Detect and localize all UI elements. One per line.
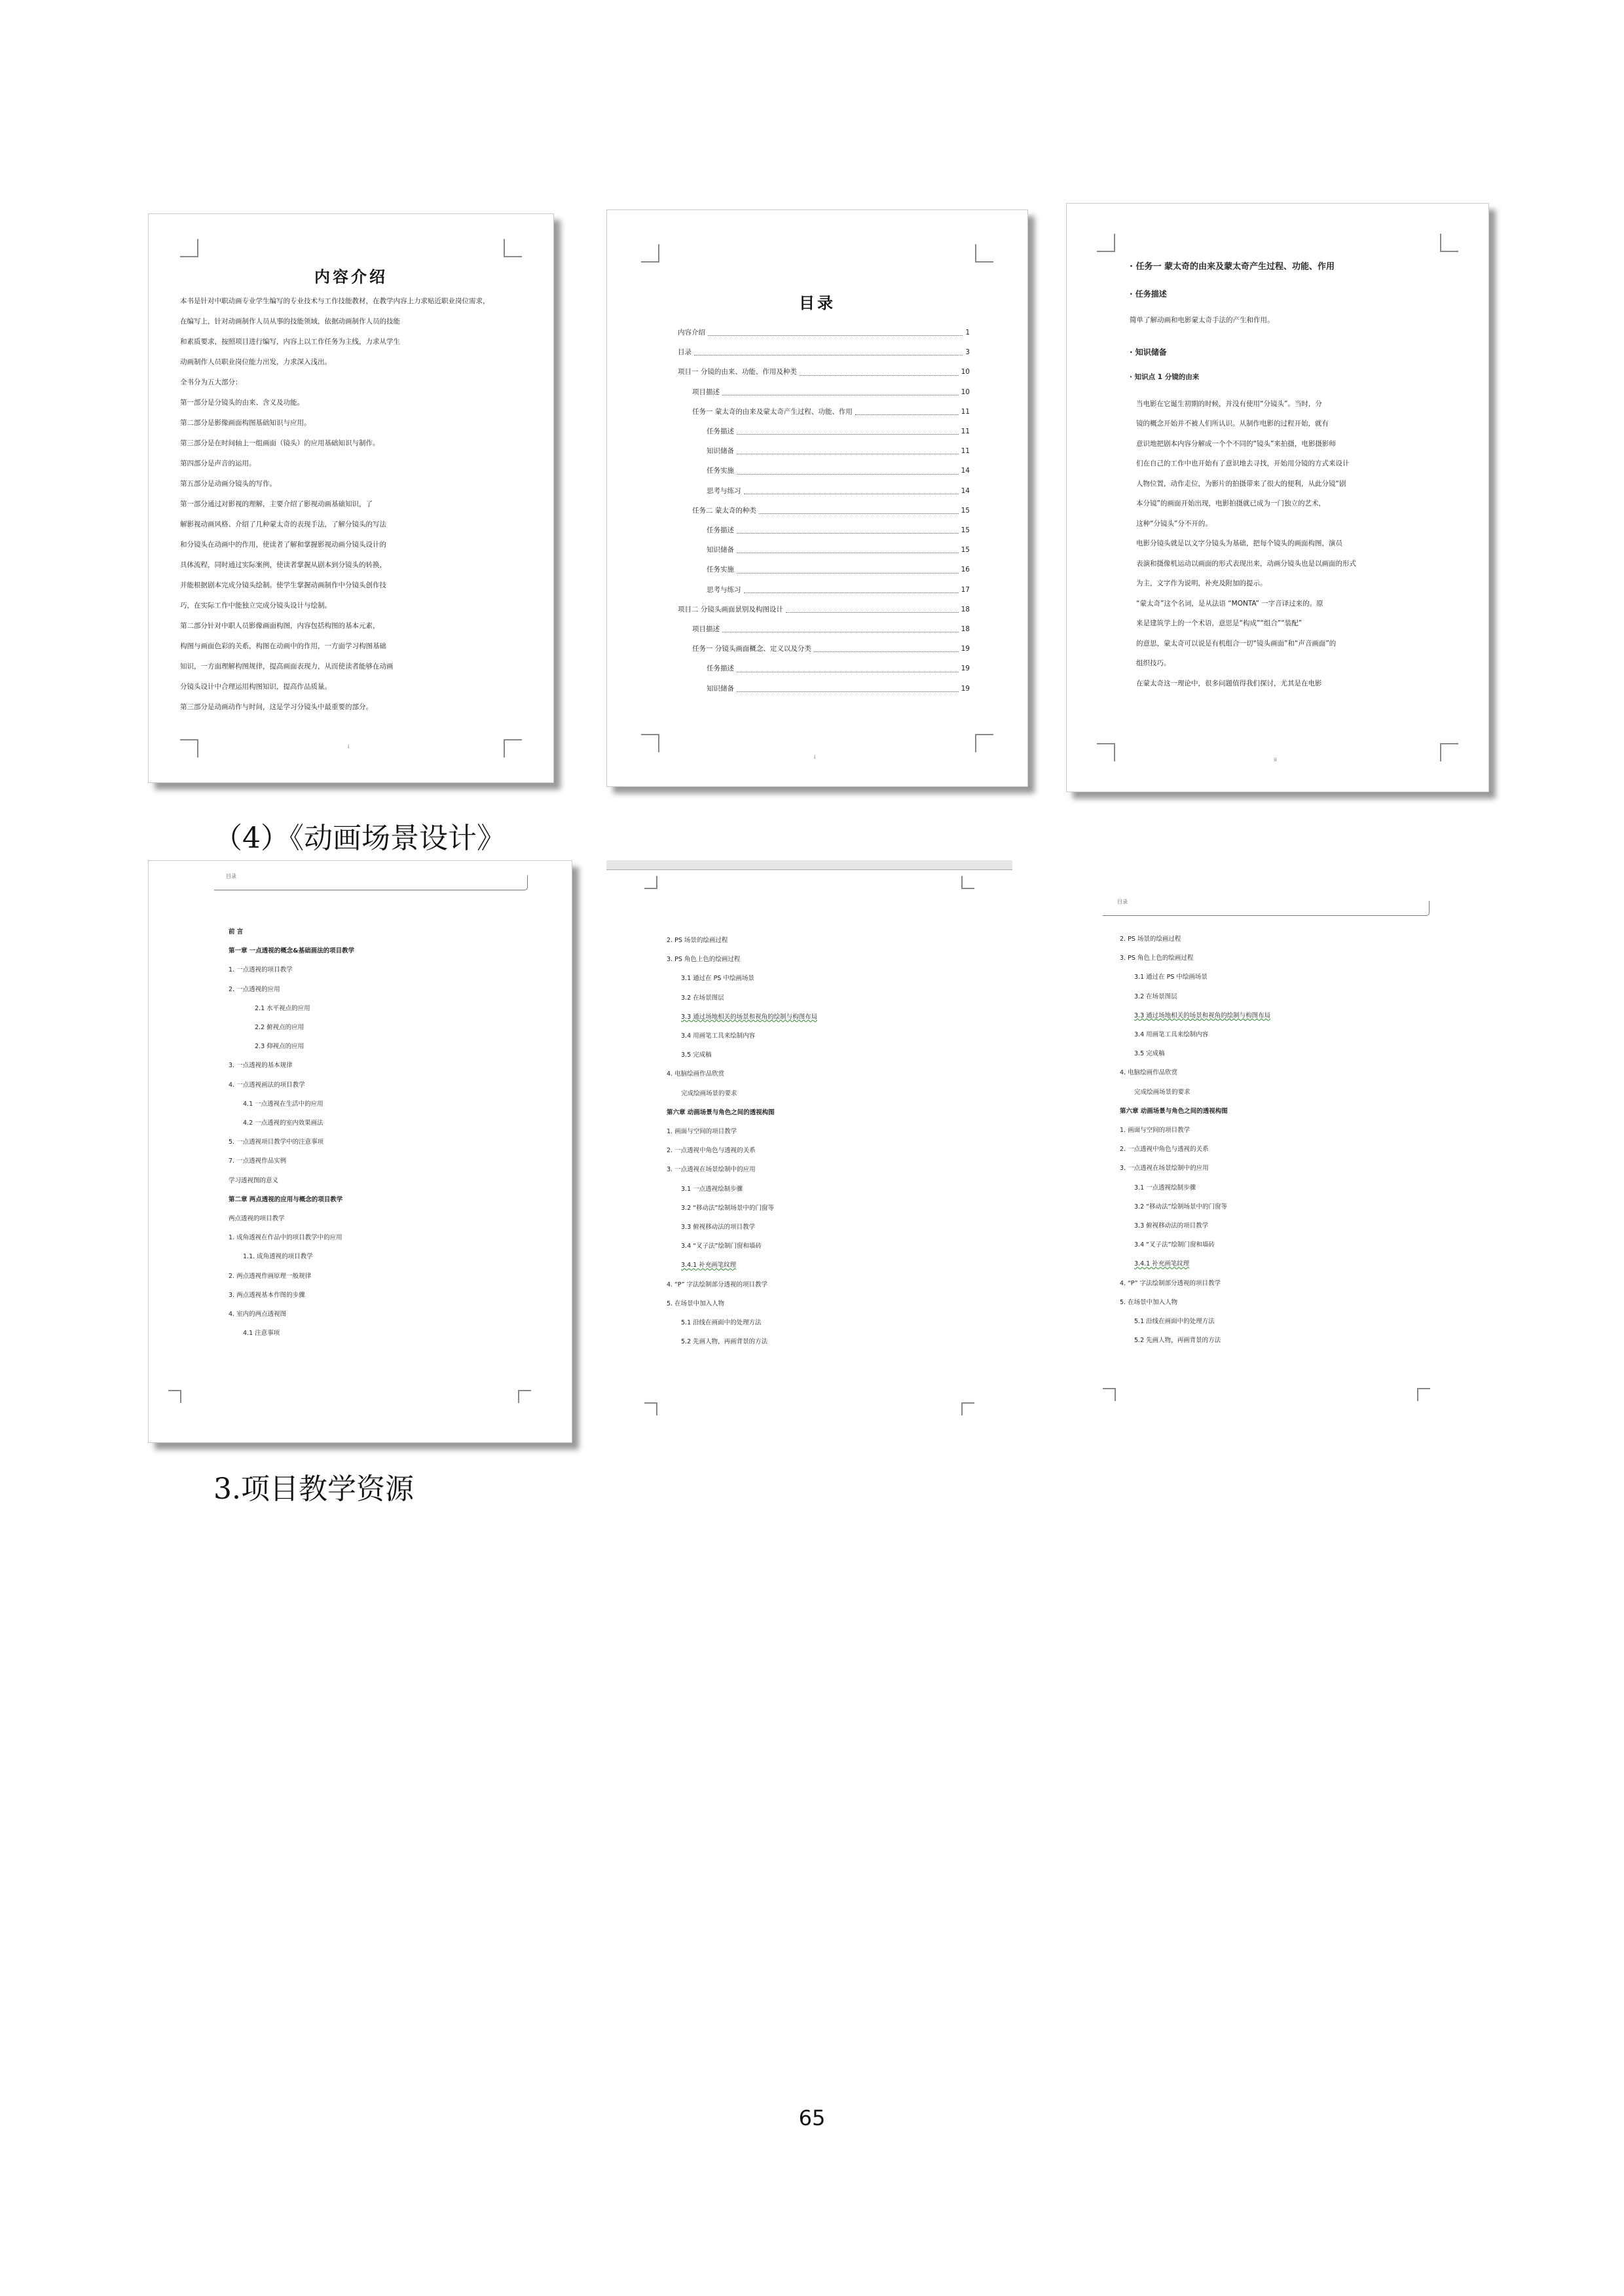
crop-mark: [644, 1402, 657, 1415]
outline-entry: 5. 在场景中加入人物: [667, 1300, 725, 1307]
toc-entry: [678, 639, 970, 659]
task-line: 当电影在它诞生初期的时候，并没有使用“分镜头”。当时，分: [1136, 399, 1322, 408]
toc-title: 目录: [799, 294, 836, 312]
toc-entry-title: 项目描述: [692, 625, 720, 634]
toc-list: [678, 323, 970, 699]
crop-mark: [1103, 1388, 1116, 1401]
intro-line: 第一部分是分镜头的由来、含义及功能。: [180, 399, 304, 407]
intro-body: [180, 291, 521, 718]
outline-entry: 3.4 用画笔工具来绘制内容: [1134, 1031, 1209, 1039]
outline-entry: 3. 一点透视在场景绘制中的应用: [1120, 1165, 1209, 1173]
toc-entry-title: 项目一 分镜的由来、功能、作用及种类: [678, 368, 797, 376]
toc-leader: [694, 342, 963, 355]
outline-entry: 2. 一点透视中角色与透视的关系: [1120, 1146, 1209, 1154]
task-line: 为主，文字作为说明，补充及附加的提示。: [1136, 579, 1267, 587]
outline-entry: 4. 电脑绘画作品欣赏: [667, 1070, 725, 1078]
toc-leader: [737, 461, 959, 474]
toc-leader: [800, 362, 959, 375]
task-line: “蒙太奇”这个名词，是从法语 “MONTA” 一字音译过来的。原: [1136, 599, 1323, 608]
outline-entry: 4. 一点透视画法的项目教学: [229, 1081, 305, 1089]
task-body: [1130, 394, 1470, 694]
page-number: 65: [798, 2105, 826, 2130]
outline-entry: 4.2 一点透视的室内效果画法: [243, 1120, 323, 1127]
intro-line: 解影视动画风格、介绍了几种蒙太奇的表现手法，了解分镜头的写法: [180, 520, 386, 528]
crop-mark: [641, 244, 659, 263]
toc-leader: [722, 619, 959, 632]
task-line: 这种“分镜头”分不开的。: [1136, 519, 1212, 528]
toc-entry-page: 19: [961, 665, 970, 673]
ruler: [606, 860, 1012, 870]
thumbnail-table-of-contents: [606, 210, 1028, 787]
outline-entry: 3.2 在场景图层: [1134, 993, 1177, 1000]
outline-entry: 4. “P” 字法绘制部分透视的项目教学: [667, 1281, 768, 1288]
toc-entry-title: 任务描述: [707, 428, 734, 436]
outline-entry: 3.5 完成稿: [681, 1051, 712, 1059]
crop-mark: [1440, 743, 1458, 761]
toc-entry-page: 18: [961, 625, 970, 634]
crop-mark: [504, 239, 522, 257]
toc-entry: [678, 520, 970, 540]
header-line: [214, 875, 528, 890]
toc-leader: [737, 679, 959, 692]
crop-mark: [1097, 743, 1115, 761]
outline-entry: 2. PS 场景的绘画过程: [1120, 936, 1181, 943]
outline-list: [667, 931, 817, 1351]
outline-entry: 3.1 通过在 PS 中绘画场景: [1134, 974, 1208, 981]
outline-entry: 2.2 俯视点的应用: [255, 1024, 304, 1032]
task-line: 们在自己的工作中也开始有了意识地去寻找，开始用分镜的方式来设计: [1136, 460, 1350, 467]
toc-leader: [737, 560, 959, 573]
outline-entry: 3.2 “移动法”绘制场景中的门窗等: [681, 1204, 774, 1212]
outline-entry: 1. 画面与空间的项目教学: [667, 1128, 737, 1136]
toc-entry-title: 任务实施: [707, 566, 734, 574]
intro-line: 和分镜头在动画中的作用，使读者了解和掌握影视动画分镜头设计的: [180, 541, 386, 549]
task-line: 的意思，蒙太奇可以说是有机组合一切“镜头画面”和“声音画面”的: [1136, 639, 1337, 647]
toc-entry-page: 11: [961, 428, 970, 436]
task-line: 意识地把剧本内容分解成一个个不同的“镜头”来拍摄，电影摄影师: [1136, 439, 1336, 448]
crop-mark: [975, 734, 993, 752]
task-sub1-text: 简单了解动画和电影蒙太奇手法的产生和作用。: [1130, 316, 1274, 324]
toc-leader: [722, 382, 959, 395]
toc-entry-title: 任务二 蒙太奇的种类: [692, 506, 756, 515]
toc-leader: [737, 441, 959, 454]
outline-entry: 3. PS 角色上色的绘画过程: [667, 956, 741, 964]
outline-entry: 前 言: [229, 928, 244, 936]
crop-mark: [1440, 234, 1458, 252]
task-line: 人物位置，动作走位，为影片的拍摄带来了很大的便利，从此分镜“剧: [1136, 479, 1346, 488]
crop-mark: [961, 876, 974, 889]
task-heading: 任务一 蒙太奇的由来及蒙太奇产生过程、功能、作用: [1135, 262, 1335, 272]
outline-entry: 2. PS 场景的绘画过程: [667, 937, 728, 944]
crop-mark: [168, 1390, 181, 1403]
outline-entry: 完成绘画场景的要求: [1134, 1088, 1190, 1096]
outline-entry: 3. 两点透视基本作图的步骤: [229, 1291, 305, 1299]
task-line: 电影分镜头就是以文字分镜头为基础，把每个镜头的画面构图，演员: [1136, 539, 1342, 547]
toc-entry-page: 15: [961, 546, 970, 555]
outline-entry: 5. 在场景中加入人物: [1120, 1298, 1178, 1306]
toc-entry-title: 任务描述: [707, 665, 734, 673]
outline-entry: 3.1 通过在 PS 中绘画场景: [681, 975, 754, 983]
toc-entry-title: 目录: [678, 348, 692, 357]
toc-entry: [678, 560, 970, 579]
outline-entry: 2. 两点透视作画原理一般规律: [229, 1272, 312, 1280]
toc-entry-page: 15: [961, 526, 970, 535]
crop-mark: [1097, 234, 1115, 252]
toc-leader: [786, 600, 959, 613]
intro-line: 在编写上，针对动画制作人员从事的技能领域，依据动画制作人员的技能: [180, 318, 400, 325]
outline-entry: 3.4 “叉子法”绘制门窗和墙砖: [1134, 1241, 1215, 1249]
outline-entry: 3. 一点透视在场景绘制中的应用: [667, 1166, 756, 1174]
intro-line: 本书是针对中职动画专业学生编写的专业技术与工作技能教材，在教学内容上力求贴近职业岗位需求，: [180, 297, 490, 305]
toc-entry-title: 思考与练习: [707, 585, 741, 594]
outline-entry: 4. “P” 字法绘制部分透视的项目教学: [1120, 1279, 1221, 1287]
toc-entry: [678, 580, 970, 600]
toc-entry-title: 知识储备: [707, 546, 734, 555]
thumbnail-scene-outline-3: [1065, 888, 1484, 1425]
outline-entry: 3.4 用画笔工具来绘制内容: [681, 1032, 756, 1040]
toc-entry-title: 知识储备: [707, 684, 734, 693]
crop-mark: [1417, 1388, 1430, 1401]
toc-entry-page: 14: [961, 467, 970, 475]
outline-entry: 3.5 完成稿: [1134, 1050, 1165, 1058]
toc-entry: [678, 422, 970, 441]
task-line: 本分镜”的画面开始出现，电影拍摄就已成为一门独立的艺术，: [1136, 500, 1325, 507]
toc-entry-title: 知识储备: [707, 447, 734, 456]
outline-entry: 第六章 动画场景与角色之间的透视构图: [667, 1108, 775, 1116]
task-line: 表演和摄像机运动以画面的形式表现出来，动画分镜头也是以画面的形式: [1136, 559, 1356, 568]
outline-entry: 1. 成角透视在作品中的项目教学中的应用: [229, 1234, 342, 1242]
header-line: [1103, 901, 1430, 916]
outline-entry: 5. 一点透视项目教学中的注意事项: [229, 1139, 324, 1146]
toc-entry-title: 任务一 分镜头画面概念、定义以及分类: [692, 645, 811, 653]
toc-entry-title: 任务描述: [707, 526, 734, 535]
toc-entry-title: 任务一 蒙太奇的由来及蒙太奇产生过程、功能、作用: [692, 407, 853, 416]
outline-entry: 3.2 在场景图层: [681, 994, 724, 1002]
outline-entry: 两点透视的项目教学: [229, 1215, 285, 1223]
intro-line: 第二部分是影像画面构图基础知识与应用。: [180, 419, 311, 427]
toc-entry-page: 19: [961, 684, 970, 693]
task-line: 组织技巧。: [1136, 659, 1171, 667]
intro-line: 第二部分针对中职人员影像画面构图，内容包括构图的基本元素，: [180, 622, 380, 630]
intro-line: 第三部分是动画动作与时间，这是学习分镜头中最重要的部分。: [180, 703, 373, 711]
intro-line: 具体流程，同时通过实际案例，使读者掌握从剧本到分镜头的转换，: [180, 561, 386, 569]
toc-entry-page: 10: [961, 388, 970, 396]
page-mark: i: [348, 744, 350, 750]
header-label: 目录: [1117, 899, 1128, 905]
crop-mark: [180, 239, 198, 257]
intro-line: 全书分为五大部分：: [180, 378, 242, 386]
toc-entry-title: 项目二 分镜头画面景别及构图设计: [678, 605, 783, 613]
toc-leader: [708, 323, 963, 336]
toc-leader: [855, 402, 959, 415]
toc-entry-page: 3: [965, 348, 970, 357]
outline-entry: 2.3 仰视点的应用: [255, 1043, 304, 1051]
outline-entry: 4.1 注意事项: [243, 1330, 280, 1338]
crop-mark: [961, 1402, 974, 1415]
toc-entry: [678, 659, 970, 678]
intro-line: 动画制作人员职业岗位能力出发，力求深入浅出。: [180, 358, 331, 366]
toc-entry-title: 任务实施: [707, 467, 734, 475]
outline-entry: 4. 室内的两点透视图: [229, 1311, 287, 1319]
toc-leader: [737, 520, 959, 534]
intro-line: 第一部分通过对影视的理解，主要介绍了影视动画基础知识，了: [180, 500, 373, 508]
thumbnail-content-intro: [148, 213, 554, 783]
intro-line: 第三部分是在时间轴上一组画面（镜头）的应用基础知识与制作。: [180, 439, 380, 447]
task-sub1: 任务描述: [1135, 289, 1167, 299]
intro-line: 第四部分是声音的运用。: [180, 460, 256, 467]
task-line: 在蒙太奇这一理论中，很多问题值得我们探讨，尤其是在电影: [1136, 679, 1322, 687]
crop-mark: [180, 739, 198, 757]
crop-mark: [644, 876, 657, 889]
toc-entry: [678, 540, 970, 560]
page-mark: i: [814, 754, 816, 760]
toc-entry: [678, 501, 970, 520]
outline-entry: 3.1 一点透视绘制步骤: [681, 1185, 743, 1193]
toc-entry: [678, 402, 970, 422]
thumbnail-scene-outline-1: [148, 860, 572, 1443]
outline-entry: 3.4 “叉子法”绘制门窗和墙砖: [681, 1243, 762, 1250]
crop-mark: [641, 734, 659, 752]
toc-entry-title: 思考与练习: [707, 486, 741, 495]
toc-entry-title: 项目描述: [692, 388, 720, 396]
outline-entry: 5.2 先画人物，再画背景的方法: [681, 1338, 768, 1346]
thumbnail-task-one: [1066, 203, 1489, 792]
outline-entry: 5.1 沿线在画面中的处理方法: [681, 1319, 762, 1327]
task-line: 镜的概念开始并不被人们所认识。从制作电影的过程开始，就有: [1136, 420, 1329, 428]
outline-entry: 5.1 沿线在画面中的处理方法: [1134, 1318, 1215, 1326]
toc-entry-page: 10: [961, 368, 970, 376]
intro-line: 知识，一方面理解构图规律，提高画面表现力，从而使读者能够在动画: [180, 663, 394, 670]
toc-entry: [678, 323, 970, 342]
toc-entry-page: 11: [961, 447, 970, 456]
outline-entry: 3.4.1 补充画笔纹理: [1134, 1260, 1190, 1268]
toc-entry: [678, 342, 970, 362]
outline-list: [229, 922, 354, 1343]
intro-line: 巧，在实际工作中能独立完成分镜头设计与绘制。: [180, 602, 331, 610]
toc-leader: [814, 639, 959, 652]
outline-entry: 第六章 动画场景与角色之间的透视构图: [1120, 1107, 1228, 1115]
intro-title: 内容介绍: [314, 268, 388, 286]
toc-leader: [744, 481, 959, 494]
toc-entry-page: 15: [961, 506, 970, 515]
header-label: 目录: [226, 873, 236, 879]
intro-line: 构图与画面色彩的关系，构图在动画中的作用，一方面学习构图基础: [180, 642, 386, 650]
intro-line: 第五部分是动画分镜头的写作。: [180, 480, 276, 488]
toc-entry: [678, 600, 970, 619]
outline-entry: 2.1 水平视点的应用: [255, 1004, 310, 1012]
toc-entry-page: 14: [961, 486, 970, 495]
outline-entry: 7. 一点透视作品实例: [229, 1157, 287, 1165]
outline-entry: 5.2 先画人物，再画背景的方法: [1134, 1337, 1221, 1345]
toc-entry: [678, 481, 970, 501]
toc-entry-title: 内容介绍: [678, 329, 705, 337]
crop-mark: [504, 739, 522, 757]
toc-leader: [737, 659, 959, 672]
task-line: 来是建筑学上的一个术语，意思是“构成”“组合”“装配”: [1136, 619, 1302, 627]
outline-entry: 3.3 俯视移动法的项目教学: [681, 1224, 756, 1231]
outline-entry: 3.3 俯视移动法的项目教学: [1134, 1222, 1209, 1230]
task-sub3: 知识点 1 分镜的由来: [1134, 373, 1200, 381]
outline-entry: 第一章 一点透视的概念&基础画法的项目教学: [229, 947, 355, 955]
outline-entry: 1. 画面与空间的项目教学: [1120, 1127, 1190, 1135]
toc-entry: [678, 362, 970, 382]
toc-entry: [678, 679, 970, 699]
toc-entry: [678, 441, 970, 461]
task-content: · 任务一 蒙太奇的由来及蒙太奇产生过程、功能、作用 · 任务描述 简单了解动画和电影蒙太奇手法的产生和作用。 · 知识储备 · 知识点 1 分镜的由来 当电影在它诞生初期的时候，并没有使用“分镜头”。当时，分 镜的概念开始并不被人们所认识。从制作电影的过程开始，就有 意识地把剧本内容分解成一个个不同的“镜头”来拍摄，电影摄影师 们在自己的工作中也开始有了意识地去寻找，开始用分镜的方式来设计 人物位置，动作走位，为影片的拍摄带来了很大的便利，从此分镜“剧 本分镜”的画面开始出现，电影拍摄就已成为一门独立的艺术， 这种“分镜头”分不开的。 电影分镜头就是以文字分镜头为基础，把每个镜头的画面构图，演员 表演和摄像机运动以画面的形式表现出来，动画分镜头也是以画面的形式 为主，文字作为说明，补充及附加的提示。 “蒙太奇”这个名词，是从法语 “MONTA” 一字音译过来的。原 来是建筑学上的一个术语，意思是“构成”“组合”“装配” 的意思，蒙太奇可以说是有机组合一切“镜头画面”和“声音画面”的 组织技巧。 在蒙太奇这一理论中，很多问题值得我们探讨，尤其是在电影: [1130, 257, 1470, 693]
toc-leader: [744, 580, 959, 593]
toc-leader: [737, 540, 959, 553]
crop-mark: [518, 1390, 531, 1403]
outline-entry: 1.1. 成角透视的项目教学: [243, 1253, 313, 1261]
outline-entry: 4.1 一点透视在生活中的应用: [243, 1100, 323, 1108]
toc-entry-page: 11: [961, 407, 970, 416]
caption-scene-design: （4）《动画场景设计》: [213, 822, 506, 855]
intro-line: 并能根据剧本完成分镜头绘制。使学生掌握动画制作中分镜头创作技: [180, 581, 386, 589]
toc-entry-page: 1: [965, 329, 970, 337]
outline-entry: 3.3 通过场地相关的场景和视角的绘制与构图布局: [1134, 1011, 1271, 1019]
outline-entry: 完成绘画场景的要求: [681, 1089, 737, 1097]
outline-list: [1120, 930, 1270, 1350]
intro-line: 和素质要求，按照项目进行编写，内容上以工作任务为主线，力求从学生: [180, 338, 400, 346]
outline-entry: 3. 一点透视的基本规律: [229, 1062, 293, 1070]
toc-leader: [737, 422, 959, 435]
toc-entry-page: 19: [961, 645, 970, 653]
outline-entry: 3.3 通过场地相关的场景和视角的绘制与构图布局: [681, 1013, 818, 1021]
toc-entry: [678, 461, 970, 481]
outline-entry: 3.4.1 补充画笔纹理: [681, 1262, 737, 1269]
toc-entry: [678, 619, 970, 639]
thumbnail-scene-outline-2: [606, 860, 1012, 1430]
toc-leader: [759, 501, 959, 514]
outline-entry: 第二章 两点透视的应用与概念的项目教学: [229, 1195, 343, 1203]
outline-entry: 2. 一点透视中角色与透视的关系: [667, 1147, 756, 1155]
toc-entry: [678, 382, 970, 402]
outline-entry: 3.2 “移动法”绘制场景中的门窗等: [1134, 1203, 1227, 1211]
outline-entry: 1. 一点透视的项目教学: [229, 966, 293, 974]
outline-entry: 学习透视图的意义: [229, 1176, 279, 1184]
toc-entry-page: 17: [961, 585, 970, 594]
outline-entry: 2. 一点透视的应用: [229, 985, 280, 993]
page-mark: ii: [1274, 757, 1277, 763]
outline-entry: 3. PS 角色上色的绘画过程: [1120, 955, 1194, 962]
outline-entry: 4. 电脑绘画作品欣赏: [1120, 1069, 1178, 1077]
toc-entry-page: 18: [961, 605, 970, 613]
crop-mark: [975, 244, 993, 263]
toc-entry-page: 16: [961, 566, 970, 574]
intro-line: 分镜头设计中合理运用构图知识，提高作品质量。: [180, 683, 331, 691]
outline-entry: 3.1 一点透视绘制步骤: [1134, 1184, 1196, 1192]
caption-teaching-resources: 3.项目教学资源: [213, 1472, 414, 1506]
task-sub2: 知识储备: [1135, 347, 1167, 357]
